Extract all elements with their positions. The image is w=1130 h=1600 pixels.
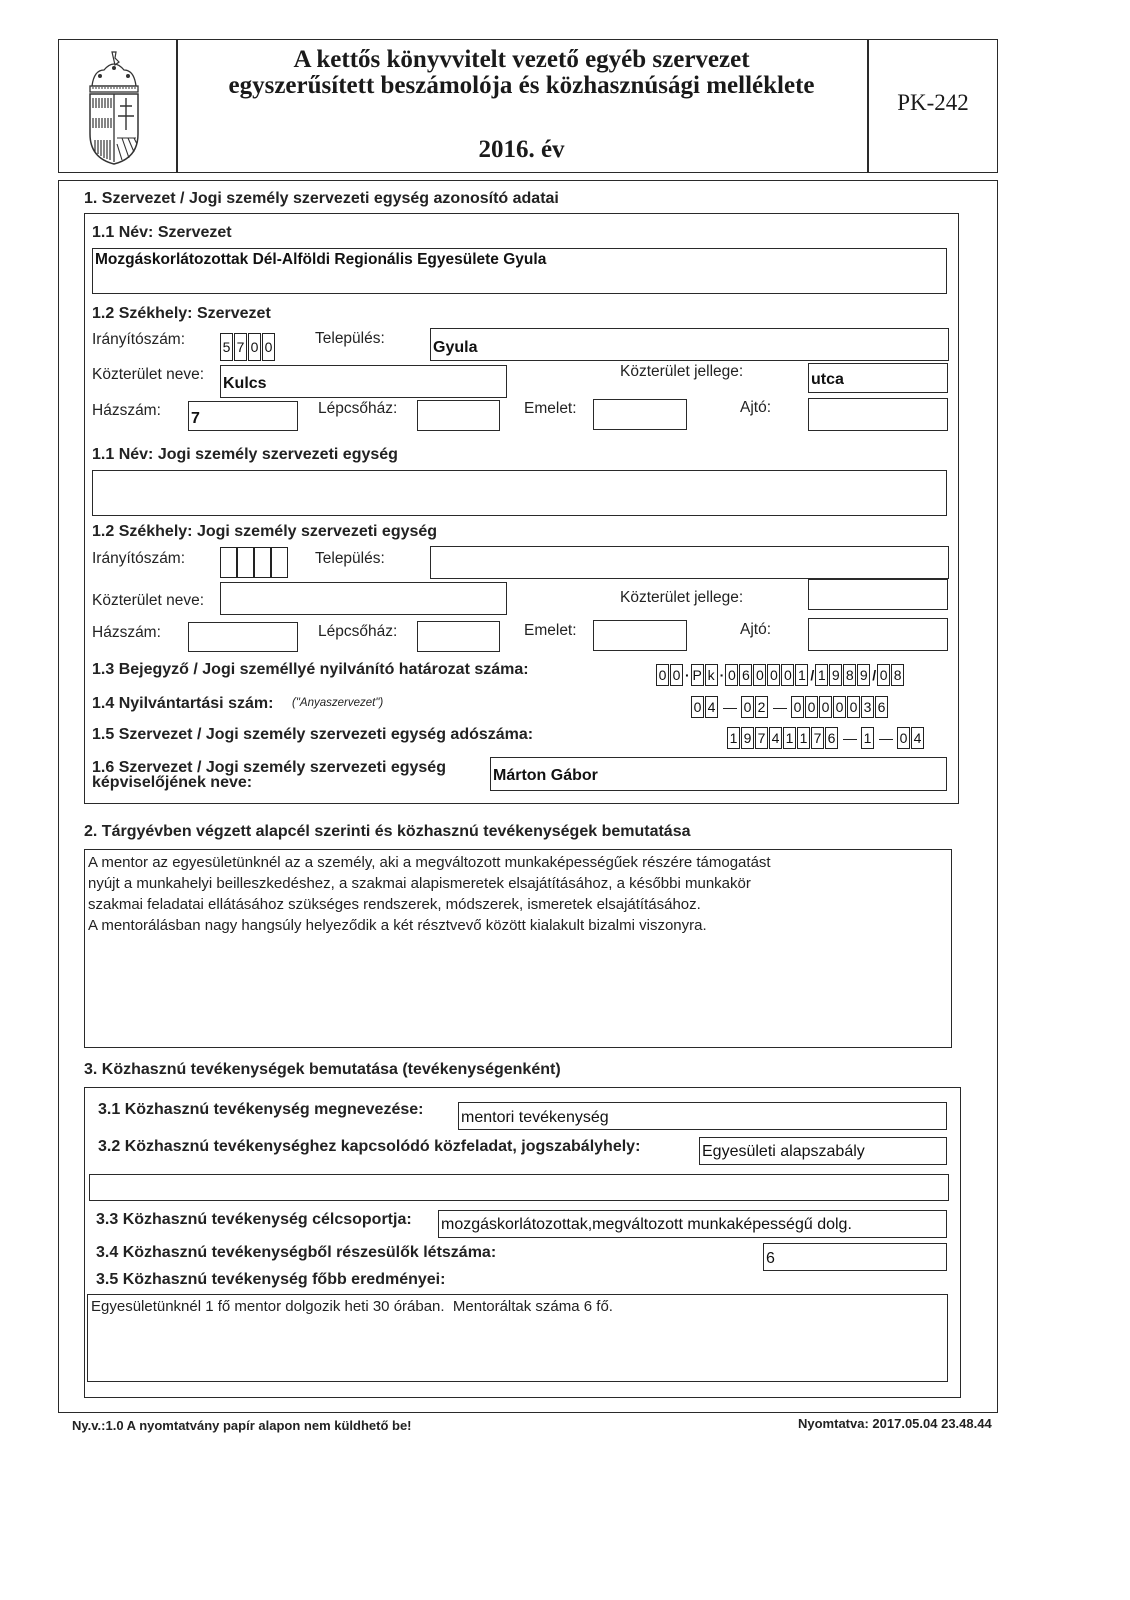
register-number-field[interactable]	[691, 696, 889, 718]
org-street-value: Kulcs	[223, 375, 267, 392]
org-city-field[interactable]	[430, 328, 949, 361]
reg-digit: 0	[725, 664, 738, 686]
section-2-line: szakmai feladatai ellátásához szükséges rendszerek, módszerek, ismeretek elsajátításához.	[88, 896, 701, 913]
results-label: 3.5 Közhasznú tevékenység főbb eredményei:	[96, 1271, 446, 1288]
tax-digit: 0	[897, 727, 910, 749]
reg-digit: 0	[656, 664, 669, 686]
org-street-field[interactable]	[220, 365, 507, 398]
register-digit: 0	[847, 696, 860, 718]
register-digit: 0	[833, 696, 846, 718]
zip-digit: 5	[220, 333, 233, 361]
reg-separator: ·	[685, 667, 690, 683]
form-title-line1: A kettős könyvvitelt vezető egyéb szervezet	[293, 46, 750, 73]
org-house-label: Házszám:	[92, 402, 161, 419]
unit-street-type-field[interactable]	[808, 579, 948, 610]
section-2-line: nyújt a munkahelyi beilleszkedéshez, a szakmai alapismeretek elsajátításához, a későbbi munkakör	[88, 875, 751, 892]
results-value: Egyesületünknél 1 fő mentor dolgozik heti 30 órában. Mentoráltak száma 6 fő.	[91, 1298, 613, 1315]
reg-digit: 0	[877, 664, 890, 686]
tax-dash: —	[843, 730, 857, 746]
section-2-textarea[interactable]	[84, 849, 952, 1048]
unit-stair-field[interactable]	[417, 621, 500, 652]
register-digit: 0	[691, 696, 704, 718]
org-stair-field[interactable]	[417, 400, 500, 431]
beneficiaries-field[interactable]	[763, 1243, 947, 1271]
unit-name-label: 1.1 Név: Jogi személy szervezeti egység	[92, 446, 398, 463]
target-group-value: mozgáskorlátozottak,megváltozott munkaképességű dolg.	[441, 1216, 852, 1233]
reg-digit: 0	[767, 664, 780, 686]
section-2-line: A mentor az egyesületünknél az a személy, aki a megváltozott munkaképességűek részére támogatást	[88, 854, 771, 871]
unit-door-field[interactable]	[808, 618, 948, 651]
tax-digit: 1	[727, 727, 740, 749]
activity-name-field[interactable]	[458, 1102, 947, 1130]
register-digit: 4	[705, 696, 718, 718]
register-digit: 3	[861, 696, 874, 718]
reg-digit: 6	[739, 664, 752, 686]
unit-floor-field[interactable]	[593, 620, 687, 651]
org-street-type-field[interactable]	[808, 363, 948, 393]
register-digit: 0	[791, 696, 804, 718]
reg-digit: 0	[753, 664, 766, 686]
unit-street-type-label: Közterület jellege:	[620, 589, 744, 606]
reg-digit: 8	[891, 664, 904, 686]
unit-stair-label: Lépcsőház:	[318, 623, 398, 640]
org-street-type-label: Közterület jellege:	[620, 363, 744, 380]
zip-digit: 0	[248, 333, 261, 361]
tax-digit: 6	[825, 727, 838, 749]
reg-digit: 8	[843, 664, 856, 686]
public-task-label: 3.2 Közhasznú tevékenységhez kapcsolódó közfeladat, jogszabályhely:	[98, 1138, 641, 1155]
unit-name-value	[93, 471, 946, 473]
target-group-field[interactable]	[438, 1210, 947, 1238]
unit-floor-label: Emelet:	[524, 622, 577, 639]
tax-digit: 7	[755, 727, 768, 749]
zip-digit	[237, 547, 254, 578]
org-door-label: Ajtó:	[740, 399, 772, 416]
reg-digit: 1	[795, 664, 808, 686]
unit-street-field[interactable]	[220, 582, 507, 615]
unit-house-field[interactable]	[188, 622, 298, 652]
section-2-title: 2. Tárgyévben végzett alapcél szerinti és közhasznú tevékenységek bemutatása	[84, 823, 691, 840]
section-3-title: 3. Közhasznú tevékenységek bemutatása (tevékenységenként)	[84, 1061, 561, 1078]
org-door-field[interactable]	[808, 398, 948, 431]
unit-street-label: Közterület neve:	[92, 592, 205, 609]
representative-label-line2: képviselőjének neve:	[92, 774, 253, 791]
zip-digit: 7	[234, 333, 247, 361]
org-street-label: Közterület neve:	[92, 366, 205, 383]
registration-number-field[interactable]	[656, 664, 905, 686]
unit-door-label: Ajtó:	[740, 621, 772, 638]
unit-zip-field[interactable]	[220, 547, 288, 578]
zip-digit	[254, 547, 271, 578]
org-street-type-value: utca	[811, 371, 844, 388]
form-code: PK-242	[897, 90, 969, 115]
unit-zip-label: Irányítószám:	[92, 550, 186, 567]
reg-separator: ·	[719, 667, 725, 683]
tax-number-field[interactable]	[727, 727, 925, 749]
org-seat-label: 1.2 Székhely: Szervezet	[92, 305, 271, 322]
register-digit: 2	[755, 696, 768, 718]
beneficiaries-value: 6	[766, 1250, 775, 1267]
reg-digit: 1	[815, 664, 828, 686]
register-digit: 0	[805, 696, 818, 718]
footer-notice: Ny.v.:1.0 A nyomtatvány papír alapon nem küldhető be!	[72, 1418, 412, 1433]
org-house-field[interactable]	[188, 401, 298, 431]
tax-digit: 1	[783, 727, 796, 749]
form-year: 2016. év	[478, 136, 565, 163]
org-zip-label: Irányítószám:	[92, 331, 186, 348]
register-number-note: ("Anyaszervezet")	[292, 697, 384, 709]
public-task-value: Egyesületi alapszabály	[702, 1143, 865, 1160]
representative-field[interactable]	[490, 757, 947, 791]
reg-digit: 9	[829, 664, 842, 686]
register-dash: —	[773, 699, 787, 715]
tax-digit: 7	[811, 727, 824, 749]
tax-digit: 4	[769, 727, 782, 749]
unit-city-field[interactable]	[430, 546, 949, 579]
org-name-label: 1.1 Név: Szervezet	[92, 224, 232, 241]
section-2-line: A mentorálásban nagy hangsúly helyeződik a két résztvevő között kialakult bizalmi viszonyra.	[88, 917, 707, 934]
org-floor-label: Emelet:	[524, 400, 577, 417]
reg-separator: /	[810, 667, 815, 683]
reg-digit: 0	[781, 664, 794, 686]
tax-digit: 1	[861, 727, 874, 749]
org-house-value: 7	[191, 410, 200, 427]
footer-printed-timestamp: Nyomtatva: 2017.05.04 23.48.44	[798, 1416, 992, 1431]
zip-digit	[271, 547, 288, 578]
tax-digit: 1	[797, 727, 810, 749]
org-city-label: Település:	[315, 330, 385, 347]
register-number-label: 1.4 Nyilvántartási szám:	[92, 695, 274, 712]
unit-name-field[interactable]	[92, 470, 947, 516]
beneficiaries-label: 3.4 Közhasznú tevékenységből részesülők létszáma:	[96, 1244, 497, 1261]
coat-of-arms-icon	[84, 48, 144, 168]
register-dash: —	[723, 699, 737, 715]
zip-digit: 0	[262, 333, 275, 361]
org-zip-field[interactable]	[220, 333, 276, 361]
zip-digit	[220, 547, 237, 578]
unit-seat-label: 1.2 Székhely: Jogi személy szervezeti egység	[92, 523, 438, 540]
unit-house-label: Házszám:	[92, 624, 161, 641]
org-city-value: Gyula	[433, 339, 478, 356]
tax-dash: —	[879, 730, 893, 746]
registration-label: 1.3 Bejegyző / Jogi személlyé nyilvánító határozat száma:	[92, 661, 529, 678]
org-floor-field[interactable]	[593, 399, 687, 430]
representative-label-line1: 1.6 Szervezet / Jogi személy szervezeti egység	[92, 759, 446, 776]
public-task-field[interactable]	[699, 1137, 947, 1165]
register-digit: 0	[819, 696, 832, 718]
register-digit: 0	[741, 696, 754, 718]
reg-digit: 9	[857, 664, 870, 686]
unit-city-label: Település:	[315, 550, 385, 567]
org-name-field[interactable]	[92, 248, 947, 294]
tax-number-label: 1.5 Szervezet / Jogi személy szervezeti egység adószáma:	[92, 726, 534, 743]
public-task-extra-field[interactable]	[89, 1174, 949, 1201]
reg-digit: k	[705, 664, 718, 686]
tax-digit: 9	[741, 727, 754, 749]
reg-digit: P	[691, 664, 704, 686]
section-1-title: 1. Szervezet / Jogi személy szervezeti egység azonosító adatai	[84, 190, 559, 207]
reg-separator: /	[872, 667, 877, 683]
target-group-label: 3.3 Közhasznú tevékenység célcsoportja:	[96, 1211, 412, 1228]
results-field[interactable]	[87, 1294, 948, 1382]
reg-digit: 0	[670, 664, 683, 686]
representative-value: Márton Gábor	[493, 767, 598, 784]
org-stair-label: Lépcsőház:	[318, 400, 398, 417]
tax-digit: 4	[911, 727, 924, 749]
register-digit: 6	[875, 696, 888, 718]
activity-name-value: mentori tevékenység	[461, 1109, 609, 1126]
org-name-value: Mozgáskorlátozottak Dél-Alföldi Regionális Egyesülete Gyula	[95, 251, 547, 268]
activity-name-label: 3.1 Közhasznú tevékenység megnevezése:	[98, 1101, 424, 1118]
form-title-line2: egyszerűsített beszámolója és közhasznúsági melléklete	[228, 72, 815, 99]
public-task-extra-value	[90, 1175, 948, 1177]
